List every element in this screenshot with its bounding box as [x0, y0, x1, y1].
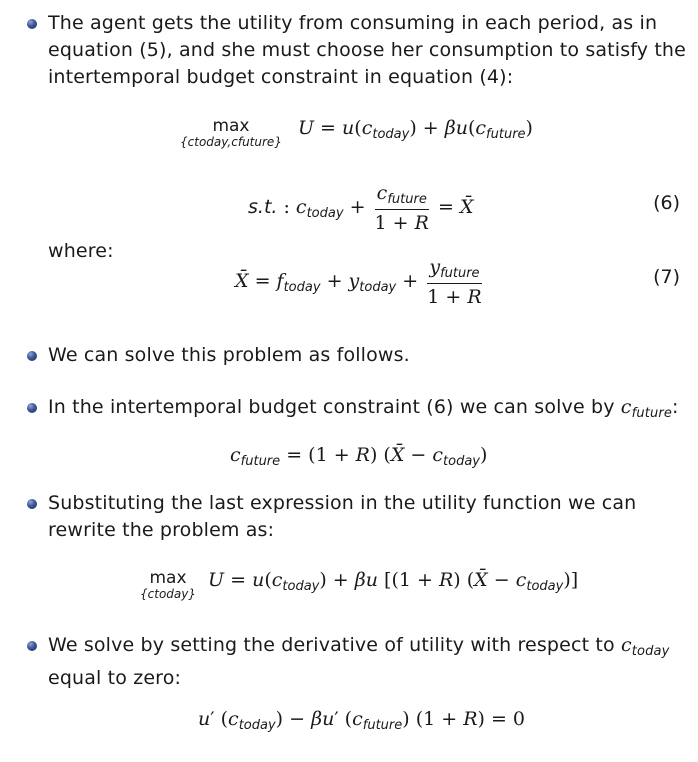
- equation-number-7: (7): [653, 266, 680, 288]
- equation-rewritten: max {ctoday} $U = u(c_{today}) + \beta u$ [(1 + R) (X̄ − $c_{today}$)]: [140, 568, 579, 601]
- equation-7: X̄ = $f_{today} + y_{today}$ + $\frac{y_{future}}{1 + R}$: [235, 256, 482, 308]
- where-label: where:: [48, 240, 114, 262]
- equation-number-6: (6): [653, 192, 680, 214]
- bullet-text: We can solve this problem as follows.: [48, 344, 410, 366]
- bullet-icon: [27, 19, 37, 29]
- equation-cfuture: $c_{future} = (1 + R)$ (X̄ − $c_{today}$): [230, 444, 488, 469]
- bullet-text: We solve by setting the derivative of utility with respect to $c_{today}$ equal to zero:: [48, 634, 670, 689]
- max-operator: max {ctoday,cfuture}: [180, 116, 282, 149]
- bullet-text: Substituting the last expression in the utility function we can rewrite the problem as:: [48, 492, 637, 541]
- bullet-icon: [27, 641, 37, 651]
- max-operator: max {ctoday}: [140, 568, 196, 601]
- equation-6: s.t. : $c_{today}$ + $\frac{c_{future}}{1 + R}$ = X̄: [248, 182, 474, 234]
- bullet-icon: [27, 351, 37, 361]
- bullet-text: In the intertemporal budget constraint (6) we can solve by $c_{future}$:: [48, 396, 679, 421]
- equation-objective: max {ctoday,cfuture} $U = u(c_{today}) + \beta u(c_{future})$: [180, 116, 533, 149]
- equation-foc: u′ $(c_{today}) - \beta u'$ $(c_{future}) (1 + R) = 0$: [198, 708, 526, 733]
- bullet-text: The agent gets the utility from consuming in each period, as in equation (5), and she must choose her consumption to satisfy the intertemporal budget constraint in equation (4):: [48, 12, 686, 88]
- bullet-icon: [27, 499, 37, 509]
- bullet-icon: [27, 403, 37, 413]
